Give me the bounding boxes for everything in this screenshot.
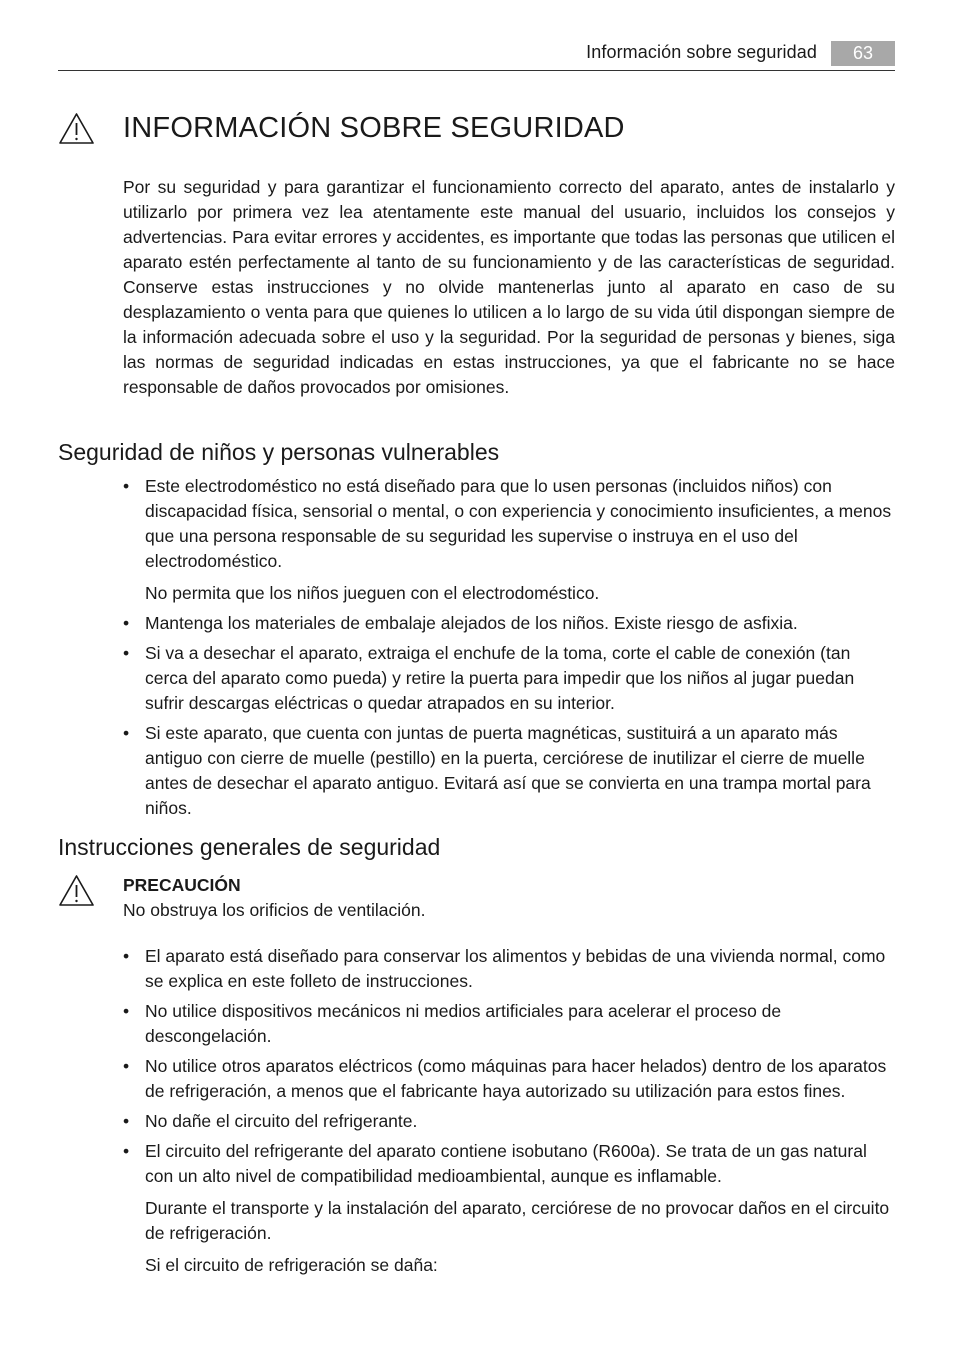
page-title: INFORMACIÓN SOBRE SEGURIDAD — [123, 112, 625, 144]
list-item-text: El circuito del refrigerante del aparato contiene isobutano (R600a). Se trata de un gas natural con un alto nivel de compatibilidad medioambiental, aunque es inflamable. — [145, 1141, 867, 1186]
page-number: 63 — [831, 41, 895, 66]
header-divider — [58, 70, 895, 71]
intro-paragraph: Por su seguridad y para garantizar el funcionamiento correcto del aparato, antes de instalarlo y utilizarlo por primera vez lea atentamente este manual del usuario, incluidos los consejos y advertencias. Para evitar errores y accidentes, es importante que todas las personas que utilicen el aparato estén perfectamente al tanto de su funcionamiento y de las características de seguridad. Conserve estas instrucciones y no olvide mantenerlas junto al aparato en caso de su desplazamiento o venta para que quienes lo utilicen a lo largo de su vida útil dispongan siempre de la información adecuada sobre el uso y la seguridad. Por la seguridad de personas y bienes, siga las normas de seguridad indicadas en estas instrucciones, ya que el fabricante no se hace responsable de daños provocados por omisiones. — [123, 177, 895, 397]
list-item-note: No permita que los niños jueguen con el electrodoméstico. — [145, 583, 600, 603]
list-item-text: Si va a desechar el aparato, extraiga el enchufe de la toma, corte el cable de conexión (tan cerca del aparato como pueda) y retire la puerta para impedir que los niños al jugar puedan sufrir descargas eléctricas o quedar atrapados en su interior. — [145, 643, 855, 713]
bullet: • — [123, 946, 130, 966]
list-item-text: No utilice otros aparatos eléctricos (como máquinas para hacer helados) dentro de los aparatos de refrigeración, a menos que el fabricante haya autorizado su utilización para estos fines. — [145, 1056, 887, 1101]
bullet: • — [123, 1056, 130, 1076]
bullet: • — [123, 1141, 130, 1161]
list-item — [123, 1109, 895, 1134]
list-item — [123, 944, 895, 994]
list-item-text: No utilice dispositivos mecánicos ni medios artificiales para acelerar el proceso de descongelación. — [145, 1001, 782, 1046]
list-item-note: Durante el transporte y la instalación del aparato, cerciórese de no provocar daños en el circuito de refrigeración. — [145, 1198, 890, 1243]
caution-warning-icon — [58, 874, 95, 907]
list-item — [123, 999, 895, 1049]
bullet: • — [123, 476, 130, 496]
caution-title: PRECAUCIÓN — [123, 875, 241, 895]
list-item — [123, 1054, 895, 1104]
section-heading-general: Instrucciones generales de seguridad — [58, 834, 441, 860]
bullet: • — [123, 1111, 130, 1131]
list-item-text: El aparato está diseñado para conservar los alimentos y bebidas de una vivienda normal, como se explica en este folleto de instrucciones. — [145, 946, 886, 991]
bullet: • — [123, 723, 130, 743]
bullet: • — [123, 613, 130, 633]
bullet: • — [123, 1001, 130, 1021]
running-header: Información sobre seguridad — [586, 42, 817, 62]
list-item-note: Si el circuito de refrigeración se daña: — [145, 1255, 438, 1275]
list-item — [123, 1139, 895, 1278]
list-item — [123, 611, 895, 636]
list-item — [123, 474, 895, 606]
bullet: • — [123, 643, 130, 663]
list-item — [123, 721, 895, 821]
list-item-text: Este electrodoméstico no está diseñado para que lo usen personas (incluidos niños) con discapacidad física, sensorial o mental, o con experiencia y conocimiento insuficientes, a menos que una persona responsable de su seguridad les supervise o instruya en el uso del electrodoméstico. — [145, 476, 892, 571]
warning-triangle-icon — [58, 112, 95, 145]
section-heading-children: Seguridad de niños y personas vulnerables — [58, 439, 500, 465]
list-item-text: Mantenga los materiales de embalaje alejados de los niños. Existe riesgo de asfixia. — [145, 613, 798, 633]
caution-text: No obstruya los orificios de ventilación. — [123, 900, 426, 920]
children-safety-list — [123, 474, 895, 826]
list-item-text: No dañe el circuito del refrigerante. — [145, 1111, 418, 1131]
list-item — [123, 641, 895, 716]
general-safety-list — [123, 944, 895, 1283]
list-item-text: Si este aparato, que cuenta con juntas de puerta magnéticas, sustituirá a un aparato más antiguo con cierre de muelle (pestillo) en la puerta, cerciórese de inutilizar el cierre de muelle antes de desechar el aparato antiguo. Evitará así que se convierta en una trampa mortal para niños. — [145, 723, 871, 818]
